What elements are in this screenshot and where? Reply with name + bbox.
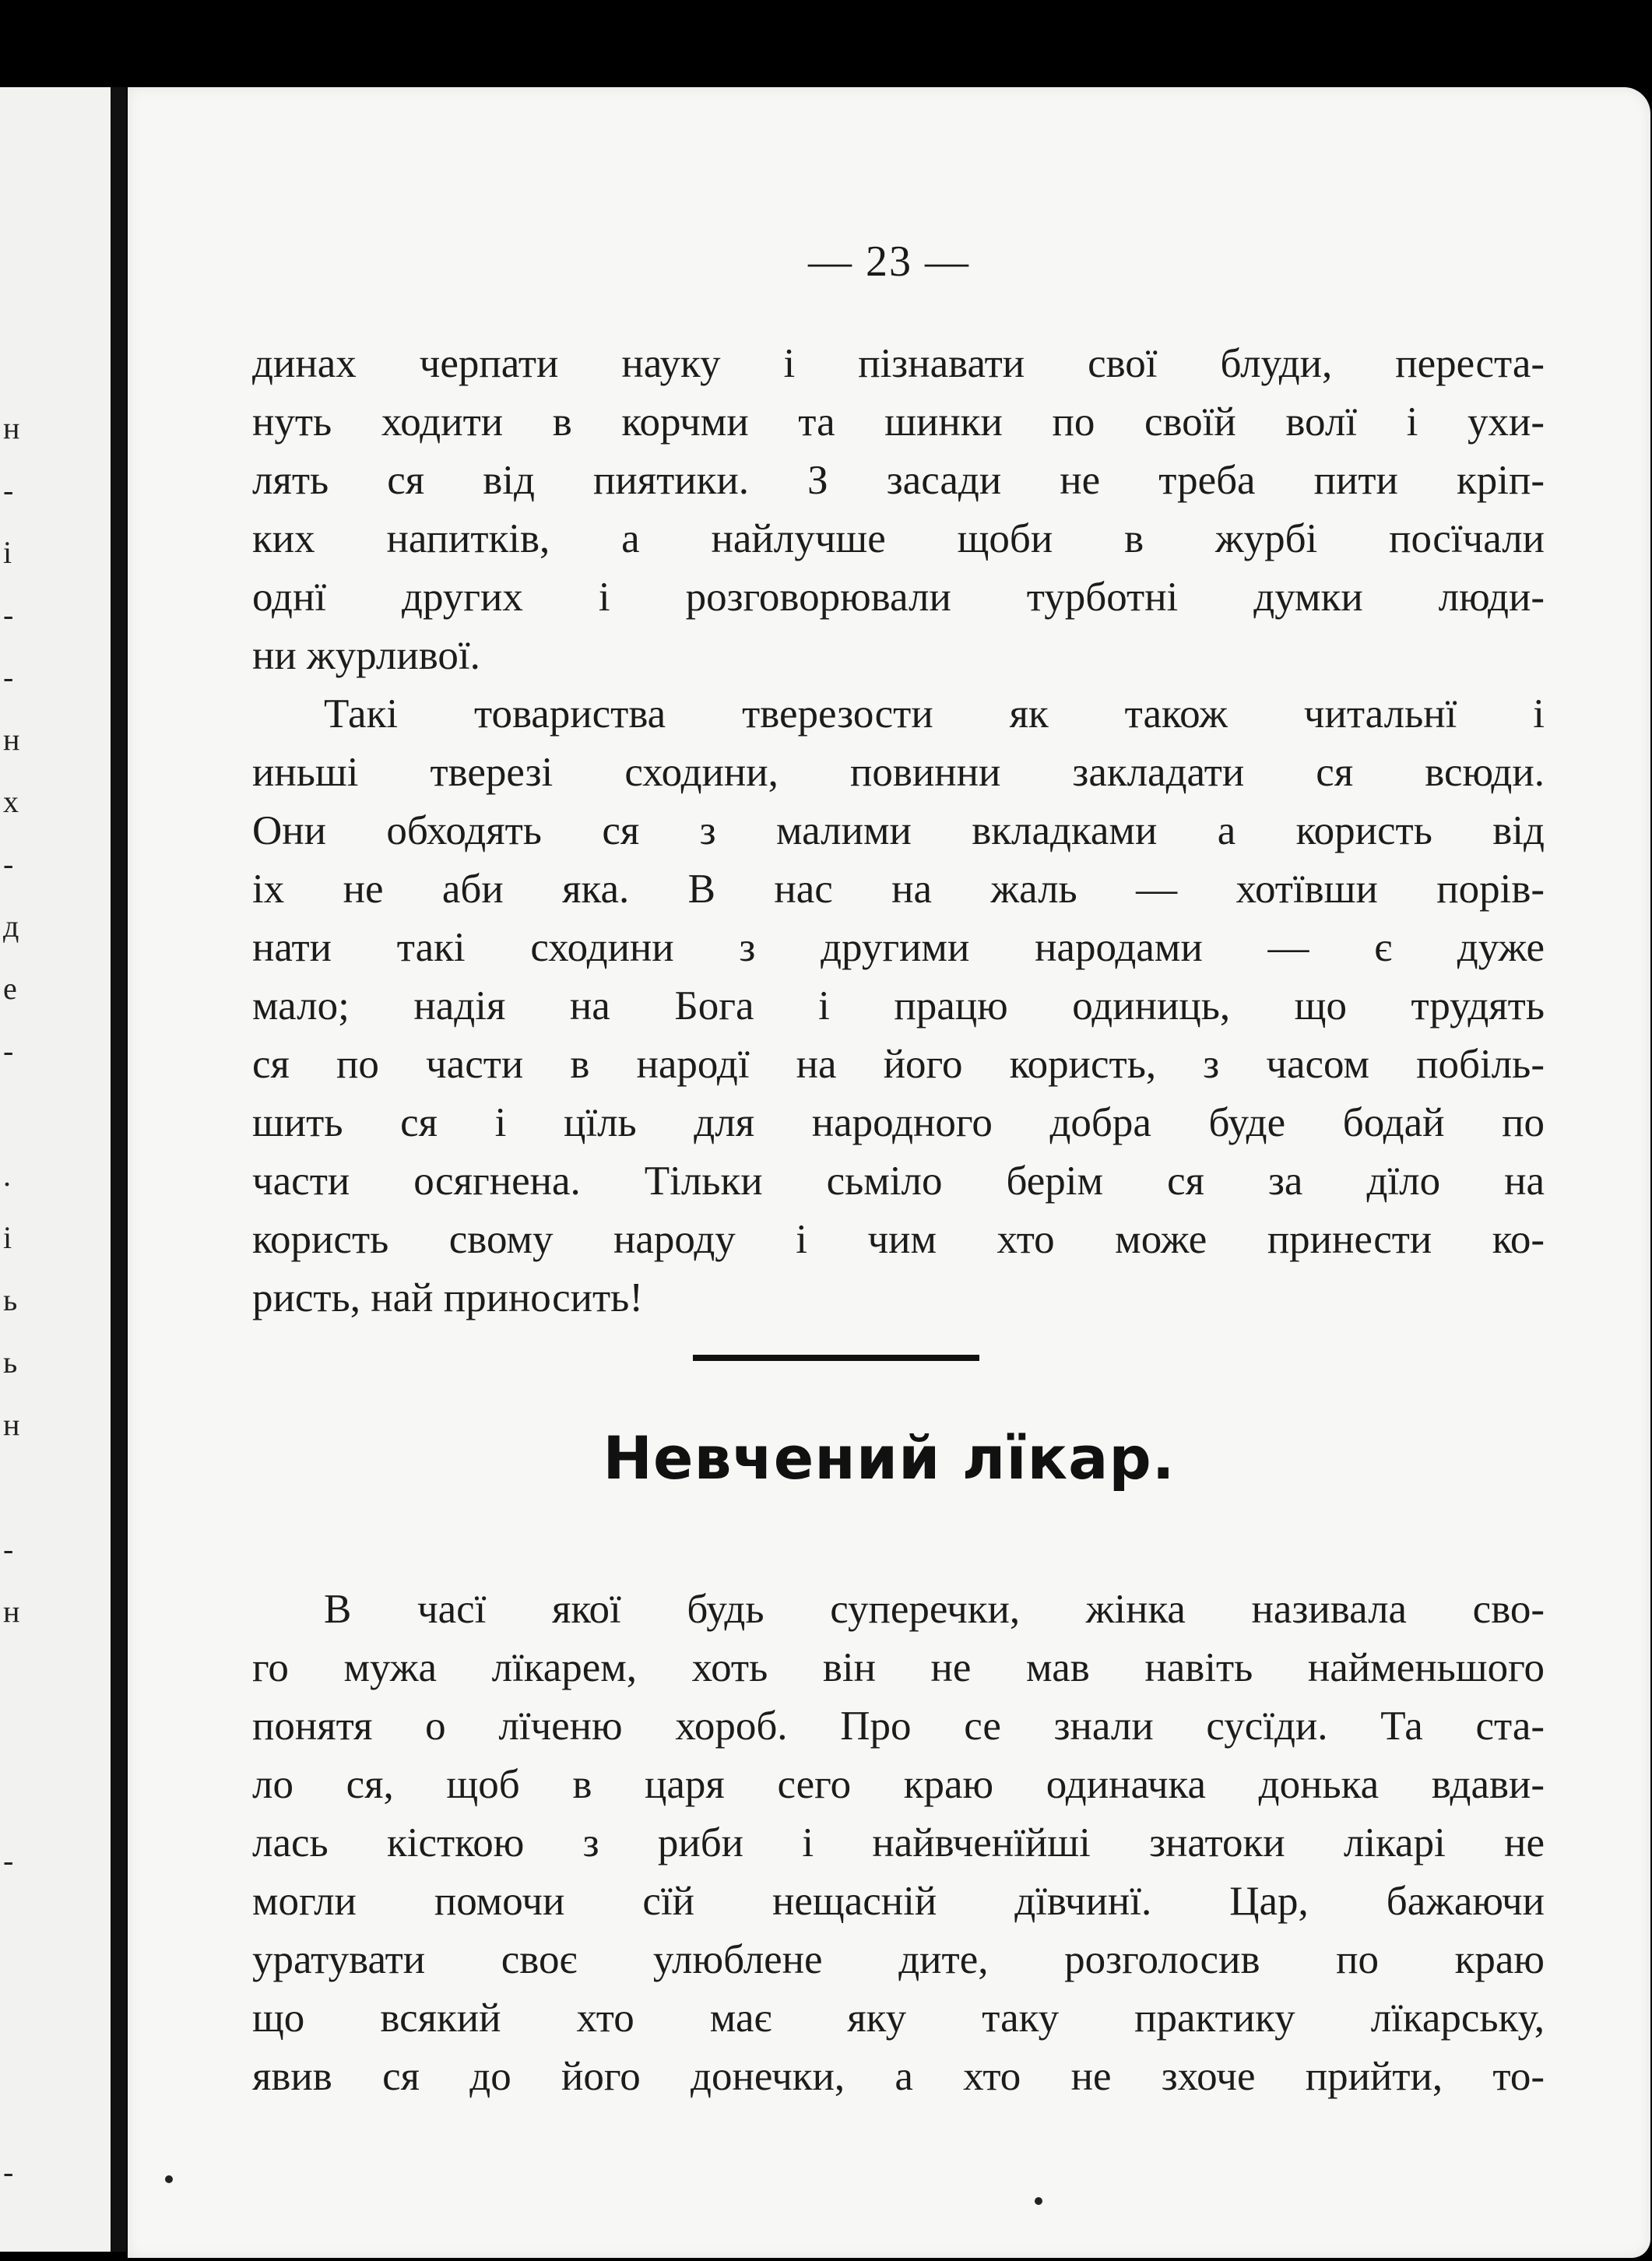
- text-line: В часї якої будь суперечки, жінка називала сво-: [324, 1587, 1545, 1632]
- text-line: части осягнена. Тільки сьміло берім ся за дїло на: [252, 1159, 1545, 1204]
- text-line: ло ся, щоб в царя сего краю одиначка донька вдави-: [252, 1762, 1545, 1807]
- left-page-fragment: -: [3, 1531, 14, 1567]
- left-page-fragment: н: [3, 1594, 20, 1629]
- left-page-fragment: е: [3, 971, 17, 1006]
- ink-speck: [1035, 2197, 1042, 2205]
- section-divider: [693, 1355, 979, 1361]
- left-page-fragment: і: [3, 1220, 12, 1255]
- text-line: лась кісткою з риби і найвченїйші знатоки лікарі не: [252, 1820, 1545, 1865]
- left-page-fragment: -: [3, 597, 14, 632]
- text-line: однї других і розговорювали турботні думки люди-: [252, 575, 1545, 620]
- text-line: іх не аби яка. В нас на жаль — хотївши порів-: [252, 867, 1545, 912]
- text-line: уратувати своє улюблене дите, розголосив по краю: [252, 1937, 1545, 1982]
- text-line: Такі товариства тверезости як також читальнї і: [324, 691, 1545, 737]
- left-page-fragment: -: [3, 473, 14, 508]
- left-page-fragment: -: [3, 846, 14, 881]
- left-page-fragment: -: [3, 659, 14, 694]
- text-line: явив ся до його донечки, а хто не зхоче прийти, то-: [252, 2054, 1545, 2099]
- text-line: нуть ходити в корчми та шинки по своїй волї і ухи-: [252, 399, 1545, 445]
- left-page-fragment: ь: [3, 1345, 18, 1380]
- section-title: Невчений лїкар.: [603, 1423, 1176, 1493]
- text-line: иньші тверезі сходини, повинни закладати ся всюди.: [252, 750, 1545, 795]
- left-page-fragment: ь: [3, 1282, 18, 1317]
- paragraph-2: [252, 685, 1545, 1327]
- left-page-fragment: х: [3, 784, 19, 819]
- left-page-fragment: н: [3, 1407, 20, 1442]
- ink-speck: [165, 2175, 173, 2183]
- left-page-fragment: -: [3, 1033, 14, 1068]
- text-line: мало; надія на Бога і працю одиниць, що трудять: [252, 983, 1545, 1029]
- text-line: могли помочи сїй нещасній дївчинї. Цар, бажаючи: [252, 1879, 1545, 1924]
- left-page-fragment: н: [3, 410, 20, 445]
- left-page-fragment: і: [3, 535, 12, 570]
- left-page-fragment: -: [3, 1843, 14, 1878]
- text-line: лять ся від пиятики. З засади не треба пити кріп-: [252, 458, 1545, 503]
- text-line: ких напитків, а найлучше щоби в журбі посїчали: [252, 516, 1545, 561]
- text-line: що всякий хто має яку таку практику лїкарську,: [252, 1996, 1545, 2041]
- text-line: ристь, най приносить!: [252, 1275, 643, 1320]
- left-page-fragment: д: [3, 909, 19, 944]
- text-line: нати такі сходини з другими народами — є дуже: [252, 925, 1545, 970]
- text-line: ся по части в народї на його користь, з часом побіль-: [252, 1042, 1545, 1087]
- paragraph-1: [252, 335, 1545, 685]
- previous-page-edge: [0, 87, 111, 2252]
- text-line: го мужа лїкарем, хоть він не мав навіть найменьшого: [252, 1645, 1545, 1690]
- book-page: [128, 87, 1650, 2258]
- text-line: користь свому народу і чим хто може принести ко-: [252, 1217, 1545, 1262]
- text-line: динах черпати науку і пізнавати свої блуди, переста-: [252, 341, 1545, 386]
- left-page-fragment: .: [3, 1158, 11, 1193]
- book-gutter: [111, 87, 126, 2252]
- text-line: понятя о лїченю хороб. Про се знали сусїди. Та ста-: [252, 1704, 1545, 1749]
- left-page-fragment: -: [3, 2154, 14, 2189]
- text-line: ни журливої.: [252, 633, 480, 678]
- left-page-fragment: н: [3, 722, 20, 757]
- text-line: шить ся і цїль для народного добра буде бодай по: [252, 1100, 1545, 1145]
- text-line: Они обходять ся з малими вкладками а користь від: [252, 808, 1545, 853]
- page-number: — 23 —: [808, 237, 970, 286]
- paragraph-3: [252, 1581, 1545, 2106]
